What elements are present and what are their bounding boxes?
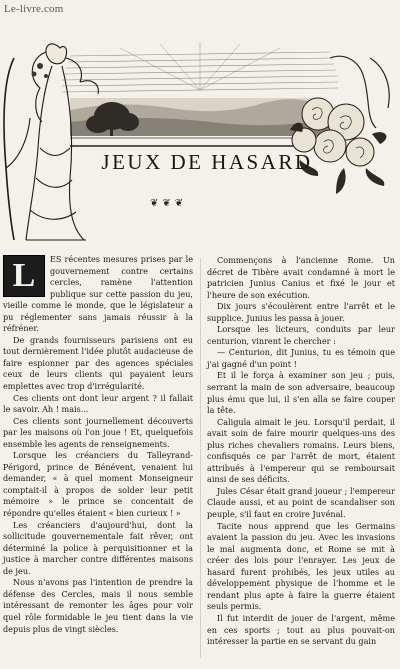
article-title: JEUX DE HASARD [101, 150, 313, 174]
fleuron-ornament: ❦❦❦ [150, 198, 188, 209]
left-column [3, 254, 193, 635]
paragraph: Lorsque les licteurs, conduits par leur centurion, vinrent le chercher : [207, 324, 395, 346]
watermark: Le-livre.com [4, 3, 64, 15]
paragraph: Jules César était grand joueur ; l'empereur Claude aussi, et au point de scandaliser son peuple, s'il faut en croire Juvénal. [207, 485, 395, 520]
art-nouveau-header-illustration [0, 18, 400, 250]
paragraph: De grands fournisseurs parisiens ont eu tout dernièrement l'idée plutôt audacieuse de faire espionner par des agences spéciales ceux de leurs clients qui payaient leurs emplettes avec trop d'irrégularité. [3, 334, 193, 392]
paragraph: Nous n'avons pas l'intention de prendre la défense des Cercles, mais il nous semble intéressant de remonter les âges pour voir quel rôle formidable le jeu tient dans la vie depuis plus de vingt siècles. [3, 577, 193, 634]
paragraph: Ces clients ont dont leur argent ? il fallait le savoir. Ah ! mais... [3, 392, 193, 415]
paragraph: Et il le força à examiner son jeu ; puis, serrant la main de son adversaire, beaucoup plus ému que lui, il s'en alla se faire couper la tête. [207, 370, 395, 416]
paragraph: Il fut interdit de jouer de l'argent, même en ces sports ; tout au plus pouvait-on intéresser la partie en se servant du gain [207, 612, 395, 647]
drop-cap-letter: L [3, 255, 45, 297]
paragraph: Caligula aimait le jeu. Lorsqu'il perdait, il avait soin de faire mourir quelques-uns des plus riches chevaliers romains. Leurs biens, confisqués ce par l'arrêt de mort, étaient attribués à l'empereur qui se remboursait ainsi de ses déficits. [207, 416, 395, 485]
paragraph [3, 254, 193, 335]
paragraph: Les créanciers d'aujourd'hui, dont la sollicitude gouvernementale fait rêver, ont déterminé la police à perquisitionner et la justice à marcher contre différentes maisons de jeu. [3, 519, 193, 576]
right-column [207, 255, 395, 648]
paragraph: Dix jours s'écoulèrent entre l'arrêt et le supplice. Junius les passa à jouer. [207, 301, 395, 323]
paragraph: Tacite nous apprend que les Germains avaient la passion du jeu. Avec les invasions le mal augmenta donc, et Rome se mit à créer des lois pour l'enrayer. Les jeux de hasard furent prohibés, les jeux utiles au développement physique de l'homme et le rendant plus apte à faire la guerre étaient seuls permis. [207, 520, 395, 612]
paragraph: — Centurion, dit Junius, tu es témoin que j'ai gagné d'un point ! [207, 347, 395, 369]
paragraph: Commençons à l'ancienne Rome. Un décret de Tibère avait condamné à mort le patricien Junius Canius et fixé le jour et l'heure de son exécution. [207, 255, 395, 300]
paragraph: Ces clients sont journellement découverts par les maisons où l'on joue ! Et, quelquefois ensemble les agents de renseignements. [3, 415, 193, 449]
paragraph-text: ES récentes mesures prises par le gouvernement contre certains cercles, ramène l'attention publique sur cette passion du jeu, vieille comme le monde, que le législateur a pu réglementer sans jamais réussir à la réfréner. [3, 254, 193, 334]
column-divider [200, 258, 201, 658]
paragraph: Lorsque les créanciers du Talleyrand-Périgord, prince de Bénévent, venaient lui demander, « à quel moment Monseigneur comptait-il à propos de solder leur petit mémoire » le prince se concentait de répondre qu'elles étaient « bien curieux ! » [3, 450, 193, 519]
